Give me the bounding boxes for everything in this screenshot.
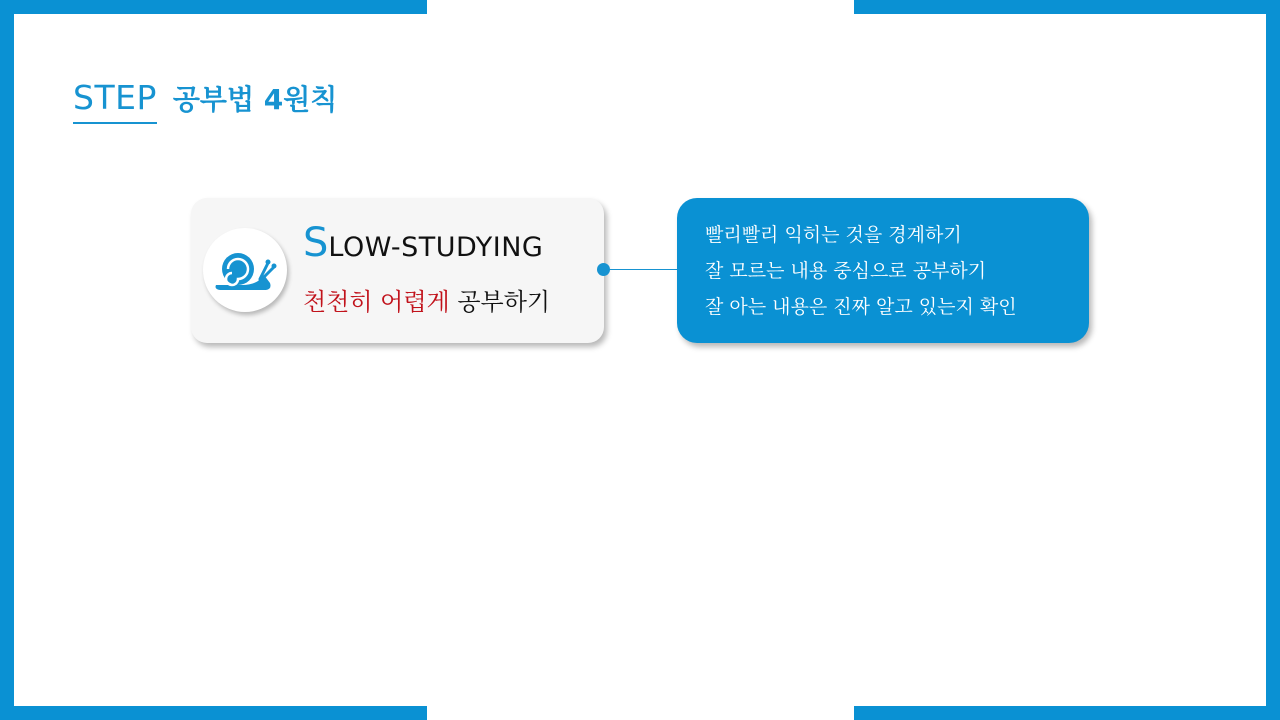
frame-right-bar	[1266, 0, 1280, 720]
card-title-initial: S	[303, 220, 329, 266]
card-subtitle-highlight: 천천히 어렵게	[303, 288, 450, 316]
slide-title	[73, 78, 337, 124]
frame-top-right-bar	[854, 0, 1280, 14]
card-title-rest: LOW-STUDYING	[328, 232, 544, 263]
frame-bottom-right-bar	[854, 706, 1280, 720]
page-title: 공부법 4원칙	[172, 83, 338, 116]
list-item: 잘 모르는 내용 중심으로 공부하기	[705, 260, 987, 282]
frame-bottom-left-bar	[0, 706, 427, 720]
connector-dot	[597, 263, 610, 276]
principle-card	[191, 198, 604, 343]
frame-top-left-bar	[0, 0, 427, 14]
card-subtitle	[303, 282, 550, 317]
connector-line	[604, 269, 680, 270]
list-item: 잘 아는 내용은 진짜 알고 있는지 확인	[705, 296, 1017, 318]
snail-icon	[212, 245, 278, 293]
snail-icon-badge	[203, 228, 287, 312]
card-subtitle-rest: 공부하기	[457, 288, 551, 316]
card-title	[303, 220, 543, 266]
details-box	[677, 198, 1089, 343]
list-item: 빨리빨리 익히는 것을 경계하기	[705, 224, 962, 246]
frame-left-bar	[0, 0, 14, 720]
details-list	[677, 198, 1089, 325]
step-label: STEP	[73, 80, 157, 124]
